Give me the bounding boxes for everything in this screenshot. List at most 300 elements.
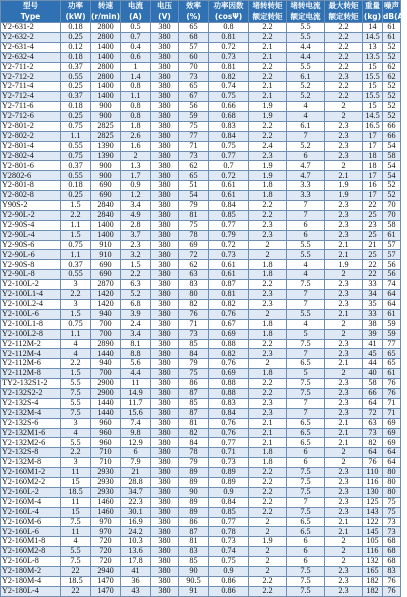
cell-noise: 76: [383, 586, 401, 596]
cell-speed: 690: [91, 260, 121, 270]
header-power-line1: 功率: [68, 1, 83, 10]
cell-current: 1.7: [121, 171, 151, 181]
cell-type: Y2-100L2-8: [1, 329, 61, 339]
cell-power: 1.1: [61, 329, 91, 339]
header-max-torque-ratio-line2: 额定转矩: [328, 11, 359, 21]
cell-locked-current-ratio: 7: [287, 398, 325, 408]
cell-power-factor: 0.73: [209, 537, 249, 547]
cell-power-factor: 0.69: [209, 329, 249, 339]
cell-max-torque-ratio: 2.2: [325, 82, 363, 92]
cell-current: 2.6: [121, 131, 151, 141]
table-row: [1, 240, 401, 250]
cell-noise: 66: [383, 131, 401, 141]
table-row: [1, 359, 401, 369]
cell-speed: 1400: [91, 230, 121, 240]
cell-type: Y2-801-4: [1, 141, 61, 151]
cell-max-torque-ratio: 2.3: [325, 477, 363, 487]
cell-max-torque-ratio: 2.3: [325, 121, 363, 131]
cell-locked-torque-ratio: 2.2: [249, 576, 287, 586]
table-row: [1, 250, 401, 260]
cell-power: 18.5: [61, 576, 91, 586]
cell-power-factor: 0.74: [209, 82, 249, 92]
cell-weight: 14.5: [363, 32, 383, 42]
table-row: [1, 151, 401, 161]
cell-type: Y2-90L-6: [1, 250, 61, 260]
cell-current: 21: [121, 468, 151, 478]
cell-locked-torque-ratio: 2.2: [249, 339, 287, 349]
cell-locked-current-ratio: 7: [287, 131, 325, 141]
cell-current: 0.8: [121, 82, 151, 92]
cell-power-factor: 0.88: [209, 388, 249, 398]
header-locked-current-ratio-line2: 额定电流: [290, 11, 321, 21]
cell-locked-current-ratio: 5.2: [287, 82, 325, 92]
cell-efficiency: 60: [179, 52, 209, 62]
cell-noise: 52: [383, 191, 401, 201]
cell-max-torque-ratio: 2.3: [325, 388, 363, 398]
cell-locked-torque-ratio: 2: [249, 547, 287, 557]
cell-speed: 2890: [91, 339, 121, 349]
cell-max-torque-ratio: 2.3: [325, 210, 363, 220]
cell-power: 0.37: [61, 260, 91, 270]
cell-power: 3: [61, 280, 91, 290]
cell-voltage: 380: [151, 359, 179, 369]
cell-noise: 59: [383, 319, 401, 329]
cell-type: Y2802-6: [1, 171, 61, 181]
cell-weight: 34: [363, 290, 383, 300]
cell-voltage: 380: [151, 388, 179, 398]
cell-max-torque-ratio: 2.2: [325, 23, 363, 33]
cell-noise: 52: [383, 181, 401, 191]
cell-weight: 66: [363, 388, 383, 398]
cell-voltage: 380: [151, 201, 179, 211]
table-row: [1, 230, 401, 240]
cell-max-torque-ratio: 2.3: [325, 487, 363, 497]
cell-noise: 56: [383, 270, 401, 280]
cell-power: 0.75: [61, 121, 91, 131]
table-row: [1, 379, 401, 389]
cell-locked-current-ratio: 7: [287, 210, 325, 220]
cell-power-factor: 0.77: [209, 517, 249, 527]
cell-weight: 182: [363, 586, 383, 596]
cell-voltage: 380: [151, 171, 179, 181]
cell-current: 2.2: [121, 270, 151, 280]
cell-voltage: 380: [151, 112, 179, 122]
cell-weight: 82: [363, 438, 383, 448]
cell-speed: 1390: [91, 141, 121, 151]
cell-type: Y2-802-8: [1, 191, 61, 201]
table-header: [1, 1, 407, 23]
cell-power: 0.75: [61, 151, 91, 161]
cell-voltage: 380: [151, 576, 179, 586]
cell-type: Y2-90S-4: [1, 220, 61, 230]
cell-power-factor: 0.76: [209, 309, 249, 319]
cell-type: Y2-100L-2: [1, 280, 61, 290]
cell-voltage: 380: [151, 537, 179, 547]
cell-noise: 74: [383, 280, 401, 290]
cell-locked-torque-ratio: 2.2: [249, 507, 287, 517]
table-row: [1, 52, 401, 62]
cell-type: Y2-132S-6: [1, 418, 61, 428]
cell-max-torque-ratio: 2.1: [325, 418, 363, 428]
cell-weight: 105: [363, 537, 383, 547]
cell-voltage: 380: [151, 566, 179, 576]
cell-power-factor: 0.84: [209, 408, 249, 418]
cell-power-factor: 0.61: [209, 191, 249, 201]
cell-power-factor: 0.8: [209, 23, 249, 33]
cell-noise: 80: [383, 487, 401, 497]
cell-type: Y2-180M-2: [1, 566, 61, 576]
cell-locked-current-ratio: 5.5: [287, 32, 325, 42]
cell-current: 13.6: [121, 547, 151, 557]
cell-type: Y2-90L-2: [1, 210, 61, 220]
cell-type: Y2-160M1-8: [1, 537, 61, 547]
cell-power-factor: 0.82: [209, 299, 249, 309]
cell-speed: 2900: [91, 388, 121, 398]
header-locked-torque-ratio-line1: 堵转转矩: [252, 1, 283, 10]
cell-power: 1.1: [61, 220, 91, 230]
cell-max-torque-ratio: 2.1: [325, 171, 363, 181]
cell-noise: 64: [383, 299, 401, 309]
cell-speed: 690: [91, 181, 121, 191]
header-voltage-line2: (V): [158, 11, 171, 21]
cell-weight: 13: [363, 42, 383, 52]
cell-current: 24.2: [121, 527, 151, 537]
cell-weight: 41: [363, 339, 383, 349]
cell-locked-torque-ratio: 2.2: [249, 280, 287, 290]
cell-power-factor: 0.81: [209, 290, 249, 300]
header-efficiency-line1: 效率: [186, 1, 201, 10]
cell-noise: 62: [383, 62, 401, 72]
cell-max-torque-ratio: 2.3: [325, 131, 363, 141]
table-row: [1, 62, 401, 72]
cell-efficiency: 59: [179, 112, 209, 122]
cell-locked-current-ratio: 4.4: [287, 42, 325, 52]
cell-locked-torque-ratio: 1.9: [249, 171, 287, 181]
cell-power-factor: 0.66: [209, 102, 249, 112]
cell-type: Y2-132S-8: [1, 448, 61, 458]
cell-locked-torque-ratio: 2.2: [249, 23, 287, 33]
table-row: [1, 72, 401, 82]
cell-speed: 2800: [91, 23, 121, 33]
cell-locked-current-ratio: 7.5: [287, 280, 325, 290]
cell-efficiency: 84: [179, 349, 209, 359]
table-row: [1, 319, 401, 329]
cell-noise: 57: [383, 240, 401, 250]
cell-locked-current-ratio: 4: [287, 319, 325, 329]
cell-weight: 40: [363, 369, 383, 379]
cell-power-factor: 0.73: [209, 250, 249, 260]
cell-type: Y2-160L-4: [1, 507, 61, 517]
cell-weight: 58: [363, 379, 383, 389]
cell-power: 7.5: [61, 517, 91, 527]
cell-locked-torque-ratio: 2.3: [249, 349, 287, 359]
cell-power-factor: 0.76: [209, 418, 249, 428]
cell-power-factor: 0.89: [209, 477, 249, 487]
cell-power: 0.75: [61, 319, 91, 329]
cell-current: 0.7: [121, 32, 151, 42]
cell-speed: 1400: [91, 92, 121, 102]
cell-weight: 39: [363, 329, 383, 339]
cell-max-torque-ratio: 2: [325, 102, 363, 112]
cell-speed: 1440: [91, 349, 121, 359]
cell-efficiency: 75: [179, 121, 209, 131]
cell-locked-torque-ratio: 2.3: [249, 299, 287, 309]
cell-voltage: 380: [151, 62, 179, 72]
cell-noise: 69: [383, 438, 401, 448]
cell-noise: 66: [383, 121, 401, 131]
cell-type: Y2-632-2: [1, 32, 61, 42]
cell-type: Y2-160M2-8: [1, 547, 61, 557]
cell-current: 3.7: [121, 230, 151, 240]
cell-efficiency: 54: [179, 191, 209, 201]
cell-power-factor: 0.81: [209, 32, 249, 42]
cell-type: Y2-712-2: [1, 72, 61, 82]
cell-speed: 960: [91, 438, 121, 448]
cell-speed: 710: [91, 458, 121, 468]
header-locked-current-ratio: [287, 1, 325, 23]
cell-efficiency: 69: [179, 240, 209, 250]
cell-type: Y2-100L2-4: [1, 299, 61, 309]
cell-speed: 900: [91, 112, 121, 122]
table-row: [1, 299, 401, 309]
cell-locked-current-ratio: 5.2: [287, 92, 325, 102]
cell-weight: 15: [363, 102, 383, 112]
table-row: [1, 201, 401, 211]
cell-efficiency: 71: [179, 319, 209, 329]
cell-efficiency: 90: [179, 566, 209, 576]
cell-speed: 940: [91, 309, 121, 319]
cell-locked-current-ratio: 6: [287, 151, 325, 161]
cell-speed: 720: [91, 557, 121, 567]
cell-current: 41: [121, 566, 151, 576]
cell-type: Y2-132M2-6: [1, 438, 61, 448]
cell-efficiency: 89: [179, 477, 209, 487]
cell-locked-current-ratio: 7: [287, 497, 325, 507]
cell-power: 3: [61, 418, 91, 428]
cell-weight: 45: [363, 349, 383, 359]
cell-efficiency: 79: [179, 458, 209, 468]
cell-power-factor: 0.86: [209, 586, 249, 596]
cell-locked-current-ratio: 7.5: [287, 566, 325, 576]
cell-noise: 54: [383, 171, 401, 181]
cell-efficiency: 70: [179, 62, 209, 72]
table-row: [1, 576, 401, 586]
cell-locked-torque-ratio: 2.1: [249, 82, 287, 92]
cell-voltage: 380: [151, 141, 179, 151]
cell-power: 7.5: [61, 408, 91, 418]
cell-power: 0.55: [61, 72, 91, 82]
cell-current: 34.7: [121, 487, 151, 497]
cell-max-torque-ratio: 2.3: [325, 151, 363, 161]
table-row: [1, 547, 401, 557]
cell-max-torque-ratio: 1.9: [325, 181, 363, 191]
cell-power: 2.2: [61, 359, 91, 369]
cell-weight: 130: [363, 487, 383, 497]
cell-power: 15: [61, 477, 91, 487]
cell-power-factor: 0.61: [209, 270, 249, 280]
cell-current: 3.2: [121, 250, 151, 260]
cell-locked-current-ratio: 6.5: [287, 428, 325, 438]
cell-locked-torque-ratio: 2.3: [249, 151, 287, 161]
cell-noise: 76: [383, 388, 401, 398]
cell-max-torque-ratio: 2.1: [325, 359, 363, 369]
header-current: [121, 1, 151, 23]
table-row: [1, 438, 401, 448]
cell-max-torque-ratio: 2.3: [325, 379, 363, 389]
table-row: [1, 448, 401, 458]
cell-noise: 61: [383, 32, 401, 42]
cell-locked-torque-ratio: 2: [249, 359, 287, 369]
cell-power-factor: 0.87: [209, 280, 249, 290]
cell-weight: 13.5: [363, 52, 383, 62]
cell-noise: 77: [383, 339, 401, 349]
cell-locked-torque-ratio: 2.2: [249, 586, 287, 596]
cell-locked-torque-ratio: 1.9: [249, 161, 287, 171]
cell-locked-current-ratio: 5.5: [287, 250, 325, 260]
table-row: [1, 210, 401, 220]
cell-type: Y2-132M-4: [1, 408, 61, 418]
header-locked-current-ratio-line1: 堵转电流: [290, 1, 321, 10]
cell-weight: 15: [363, 62, 383, 72]
cell-efficiency: 86: [179, 379, 209, 389]
cell-speed: 2840: [91, 201, 121, 211]
cell-weight: 76: [363, 458, 383, 468]
header-noise: [383, 1, 407, 23]
table-row: [1, 141, 401, 151]
header-voltage-line1: 电压: [157, 1, 172, 10]
cell-locked-torque-ratio: 1.8: [249, 458, 287, 468]
cell-current: 3.4: [121, 329, 151, 339]
cell-locked-torque-ratio: 2.1: [249, 418, 287, 428]
cell-current: 0.9: [121, 181, 151, 191]
cell-voltage: 380: [151, 339, 179, 349]
cell-current: 36: [121, 576, 151, 586]
cell-current: 5.6: [121, 359, 151, 369]
cell-voltage: 380: [151, 131, 179, 141]
cell-power: 4: [61, 339, 91, 349]
header-power-factor-line1: 功率因数: [213, 1, 244, 10]
cell-noise: 52: [383, 112, 401, 122]
cell-locked-torque-ratio: 2.2: [249, 497, 287, 507]
cell-max-torque-ratio: 2.3: [325, 299, 363, 309]
cell-power-factor: 0.75: [209, 141, 249, 151]
cell-type: Y2-632-4: [1, 52, 61, 62]
cell-power: 0.37: [61, 92, 91, 102]
cell-speed: 2800: [91, 72, 121, 82]
cell-locked-torque-ratio: 1.9: [249, 112, 287, 122]
cell-locked-current-ratio: 4: [287, 270, 325, 280]
cell-locked-current-ratio: 5.2: [287, 141, 325, 151]
cell-weight: 125: [363, 497, 383, 507]
cell-voltage: 380: [151, 477, 179, 487]
cell-speed: 690: [91, 270, 121, 280]
cell-power: 4: [61, 537, 91, 547]
cell-speed: 2940: [91, 566, 121, 576]
cell-locked-current-ratio: 7.5: [287, 379, 325, 389]
cell-locked-torque-ratio: 2.2: [249, 131, 287, 141]
cell-power: 22: [61, 586, 91, 596]
cell-voltage: 380: [151, 547, 179, 557]
cell-locked-torque-ratio: 2.2: [249, 487, 287, 497]
cell-max-torque-ratio: 2.1: [325, 428, 363, 438]
cell-weight: 63: [363, 418, 383, 428]
cell-speed: 700: [91, 369, 121, 379]
cell-current: 1: [121, 62, 151, 72]
cell-max-torque-ratio: 2.3: [325, 408, 363, 418]
cell-current: 30.1: [121, 507, 151, 517]
cell-efficiency: 89: [179, 507, 209, 517]
cell-noise: 75: [383, 497, 401, 507]
table-row: [1, 557, 401, 567]
cell-locked-current-ratio: 6: [287, 448, 325, 458]
cell-speed: 700: [91, 319, 121, 329]
cell-locked-current-ratio: 4: [287, 102, 325, 112]
table-row: [1, 349, 401, 359]
cell-locked-torque-ratio: 1.8: [249, 260, 287, 270]
cell-weight: 73: [363, 428, 383, 438]
cell-power: 1.5: [61, 230, 91, 240]
table-row: [1, 32, 401, 42]
cell-efficiency: 73: [179, 329, 209, 339]
cell-current: 2.3: [121, 240, 151, 250]
cell-current: 1.5: [121, 260, 151, 270]
table-row: [1, 477, 401, 487]
cell-locked-torque-ratio: 2.1: [249, 428, 287, 438]
cell-efficiency: 78: [179, 448, 209, 458]
table-row: [1, 537, 401, 547]
cell-current: 8.1: [121, 339, 151, 349]
cell-current: 7.9: [121, 458, 151, 468]
cell-voltage: 380: [151, 309, 179, 319]
cell-noise: 56: [383, 260, 401, 270]
cell-type: Y2-160M1-2: [1, 468, 61, 478]
cell-current: 28.8: [121, 477, 151, 487]
cell-power: 0.25: [61, 191, 91, 201]
cell-noise: 75: [383, 507, 401, 517]
cell-power: 0.75: [61, 240, 91, 250]
cell-power: 0.18: [61, 102, 91, 112]
cell-speed: 970: [91, 527, 121, 537]
cell-voltage: 380: [151, 468, 179, 478]
cell-efficiency: 67: [179, 92, 209, 102]
cell-type: Y2-90S-8: [1, 260, 61, 270]
table-row: [1, 329, 401, 339]
cell-locked-torque-ratio: 2.3: [249, 290, 287, 300]
cell-max-torque-ratio: 2.2: [325, 52, 363, 62]
cell-power-factor: 0.81: [209, 62, 249, 72]
cell-power: 0.55: [61, 171, 91, 181]
cell-efficiency: 76: [179, 309, 209, 319]
cell-weight: 35: [363, 299, 383, 309]
cell-speed: 720: [91, 547, 121, 557]
table-row: [1, 487, 401, 497]
cell-efficiency: 62: [179, 260, 209, 270]
cell-locked-torque-ratio: 2: [249, 309, 287, 319]
cell-locked-current-ratio: 6: [287, 220, 325, 230]
cell-weight: 64: [363, 448, 383, 458]
table-row: [1, 339, 401, 349]
cell-speed: 900: [91, 171, 121, 181]
cell-speed: 970: [91, 517, 121, 527]
cell-power: 2.2: [61, 210, 91, 220]
cell-noise: 73: [383, 517, 401, 527]
cell-locked-torque-ratio: 1.8: [249, 329, 287, 339]
cell-voltage: 380: [151, 398, 179, 408]
cell-weight: 182: [363, 576, 383, 586]
cell-power-factor: 0.74: [209, 547, 249, 557]
cell-type: Y2-180M-4: [1, 576, 61, 586]
cell-power-factor: 0.82: [209, 349, 249, 359]
